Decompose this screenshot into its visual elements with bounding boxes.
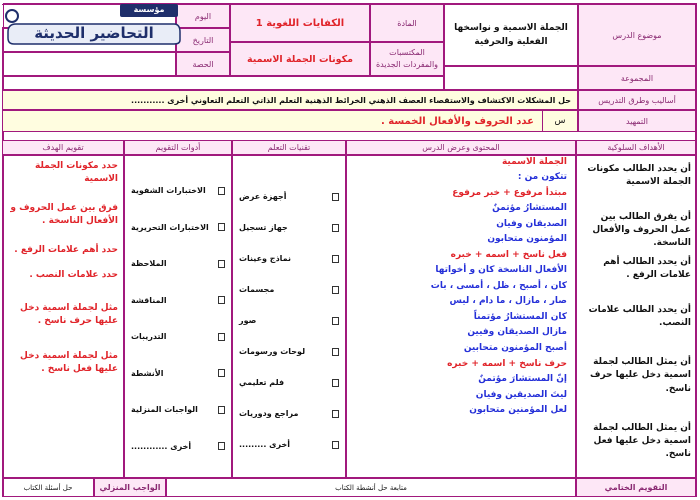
group-value bbox=[444, 66, 578, 90]
technique-label: فلم تعليمي bbox=[239, 378, 285, 387]
tool-checkbox[interactable] bbox=[218, 369, 225, 377]
tool-checkbox[interactable] bbox=[218, 442, 225, 450]
technique-checkbox[interactable] bbox=[332, 286, 339, 294]
technique-item bbox=[239, 223, 339, 232]
objective-item: أن يحدد الطالب علامات النصب. bbox=[588, 305, 691, 329]
content-line: فعل ناسخ + اسمه + خبره bbox=[450, 249, 567, 260]
goal-eval-item: مثل لجملة اسمية دخل عليها فعل ناسخ . bbox=[20, 351, 118, 375]
period-label: الحصة bbox=[176, 52, 230, 76]
content-line: الصديقان وفيان bbox=[496, 218, 567, 229]
content-line: مبتدأ مرفوع + خبر مرفوع bbox=[452, 187, 567, 198]
technique-checkbox[interactable] bbox=[332, 317, 339, 325]
tool-checkbox[interactable] bbox=[218, 260, 225, 268]
content-line: الجملة الاسمية bbox=[501, 157, 567, 167]
tool-label: أخرى ............ bbox=[131, 441, 192, 451]
tool-label: الأنشطة bbox=[131, 368, 164, 378]
objective-item: أن يحدد الطالب مكونات الجملة الاسمية bbox=[587, 164, 691, 188]
technique-label: مراجع ودوريات bbox=[239, 409, 299, 418]
final-eval-text: متابعة حل أنشطة الكتاب bbox=[166, 478, 576, 497]
col-tools-header: أدوات التقويم bbox=[124, 140, 232, 155]
content-line: تتكون من : bbox=[517, 172, 567, 183]
logo-top-text: مؤسسة bbox=[133, 5, 165, 14]
tool-checkbox[interactable] bbox=[218, 296, 225, 304]
tool-label: الاختبارات التحريرية bbox=[131, 222, 209, 232]
content-line: مازال الصديقان وفيين bbox=[467, 327, 567, 338]
tool-label: التدريبات bbox=[131, 332, 167, 341]
tool-label: الاختبارات الشفوية bbox=[131, 186, 206, 195]
tool-checkbox[interactable] bbox=[218, 223, 225, 231]
acquired-value: مكونات الجملة الاسمية bbox=[230, 42, 370, 76]
tool-checkbox[interactable] bbox=[218, 333, 225, 341]
tools-column bbox=[124, 155, 232, 478]
technique-item bbox=[239, 347, 339, 356]
tool-item bbox=[131, 223, 225, 232]
col-content-header: المحتوى وعرض الدرس bbox=[346, 140, 576, 155]
content-line: المؤمنون متحابون bbox=[487, 234, 567, 245]
spacer bbox=[2, 132, 696, 140]
content-line: صار ، مازال ، ما دام ، ليس bbox=[449, 296, 567, 307]
content-line: المستشارُ مؤتمنٌ bbox=[492, 203, 567, 214]
period-value bbox=[2, 52, 176, 76]
acquired-label: المكتسبات والمفردات الجديدة bbox=[370, 42, 444, 76]
content-line: حرف ناسخ + اسمه + خبره bbox=[447, 358, 567, 369]
technique-checkbox[interactable] bbox=[332, 193, 339, 201]
objective-item: أن يمثل الطالب لجملة اسمية دخل عليها فعل ناسخ. bbox=[593, 422, 691, 459]
logo-name: التحاضير الحديثة bbox=[34, 24, 154, 42]
col-goal-eval-header: تقويم الهدف bbox=[2, 140, 124, 155]
group-label: المجموعة bbox=[578, 66, 696, 90]
content-line: كان ، أصبح ، ظل ، أمسى ، بات bbox=[430, 280, 567, 291]
goal-eval-column bbox=[2, 155, 124, 478]
technique-label: مجسمات bbox=[239, 285, 275, 294]
goal-eval-item: حدد مكونات الجملة الاسمية bbox=[35, 161, 118, 185]
content-line: الأفعال الناسخة كان و أخواتها bbox=[435, 265, 567, 276]
subject-label: المادة bbox=[370, 4, 444, 42]
intro-text: عدد الحروف والأفعال الخمسة . bbox=[381, 111, 543, 131]
technique-item bbox=[239, 409, 339, 418]
tool-item bbox=[131, 369, 225, 378]
technique-checkbox[interactable] bbox=[332, 348, 339, 356]
techniques-column bbox=[232, 155, 346, 478]
technique-checkbox[interactable] bbox=[332, 379, 339, 387]
homework-text: حل أسئلة الكتاب bbox=[2, 478, 94, 497]
content-line: أصبح المؤمنون متحابين bbox=[463, 342, 567, 353]
technique-checkbox[interactable] bbox=[332, 224, 339, 232]
technique-item bbox=[239, 316, 339, 325]
tool-item bbox=[131, 259, 225, 268]
objective-item: أن يمثل الطالب لجملة اسمية دخل عليها حرف ناسخ. bbox=[590, 357, 691, 394]
technique-item bbox=[239, 285, 339, 294]
homework-label: الواجب المنزلي bbox=[94, 478, 166, 497]
tool-item bbox=[131, 442, 225, 451]
tool-label: المناقشة bbox=[131, 295, 167, 305]
content-line: لعل المؤمنين متحابون bbox=[469, 405, 567, 416]
content-line: كان المستشارُ مؤتمناً bbox=[473, 311, 567, 322]
technique-item bbox=[239, 440, 339, 449]
objectives-column bbox=[576, 155, 696, 478]
lesson-plan-sheet bbox=[3, 3, 697, 497]
col-objectives-header: الأهداف السلوكية bbox=[576, 140, 696, 155]
day-label: اليوم bbox=[176, 4, 230, 28]
technique-label: أجهزة عرض bbox=[239, 192, 287, 201]
technique-item bbox=[239, 378, 339, 387]
lesson-topic-label: موضوع الدرس bbox=[578, 4, 696, 66]
methods-value: حل المشكلات الاكتشاف والاستقصاء العصف الذهني الخرائط الذهنية التعلم الذاتي التعلم التعاوني أخرى ........... bbox=[2, 90, 578, 110]
technique-label: صور bbox=[239, 316, 257, 325]
goal-eval-item: مثل لجملة اسمية دخل عليها حرف ناسخ . bbox=[20, 303, 118, 327]
content-column bbox=[346, 155, 576, 478]
tool-label: الملاحظة bbox=[131, 259, 167, 268]
tool-checkbox[interactable] bbox=[218, 406, 225, 414]
content-line: ليتَ الصديقين وفيان bbox=[475, 389, 567, 400]
tool-checkbox[interactable] bbox=[218, 187, 225, 195]
objective-item: أن يحدد الطالب أهم علامات الرفع . bbox=[603, 257, 691, 281]
goal-eval-item: حدد علامات النصب . bbox=[29, 270, 118, 281]
technique-label: لوحات ورسومات bbox=[239, 347, 306, 356]
methods-label: أساليب وطرق التدريس bbox=[578, 90, 696, 110]
objective-item: أن يفرق الطالب بين عمل الحروف والأفعال الناسخة. bbox=[592, 212, 691, 249]
technique-label: جهاز تسجيل bbox=[239, 223, 288, 232]
intro-label: التمهيد bbox=[578, 110, 696, 132]
tool-label: الواجبات المنزلية bbox=[131, 405, 198, 414]
subject-value: الكفايات اللغوية 1 bbox=[230, 4, 370, 42]
content-line: إنّ المستشارَ مؤتمنٌ bbox=[478, 374, 567, 385]
technique-label: أخرى ......... bbox=[239, 440, 290, 449]
blank-row bbox=[2, 76, 444, 90]
date-label: التاريخ bbox=[176, 28, 230, 52]
goal-eval-item: فرق بين عمل الحروف و الأفعال الناسخة . bbox=[10, 203, 118, 227]
technique-item bbox=[239, 192, 339, 201]
col-techniques-header: تقنيات التعلم bbox=[232, 140, 346, 155]
intro-prefix: س bbox=[554, 116, 566, 126]
tool-item bbox=[131, 405, 225, 414]
goal-eval-item: حدد أهم علامات الرفع . bbox=[14, 245, 118, 256]
technique-checkbox[interactable] bbox=[332, 255, 339, 263]
tool-item bbox=[131, 332, 225, 341]
intro-value bbox=[2, 110, 578, 132]
final-eval-label: التقويم الختامي bbox=[576, 478, 696, 497]
technique-item bbox=[239, 254, 339, 263]
logo bbox=[4, 2, 182, 46]
lesson-topic: الجملة الاسمية و نواسخها الفعلية والحرفية bbox=[444, 4, 578, 66]
technique-checkbox[interactable] bbox=[332, 441, 339, 449]
technique-checkbox[interactable] bbox=[332, 410, 339, 418]
tool-item bbox=[131, 296, 225, 305]
technique-label: نماذج وعينات bbox=[239, 254, 292, 263]
tool-item bbox=[131, 186, 225, 195]
